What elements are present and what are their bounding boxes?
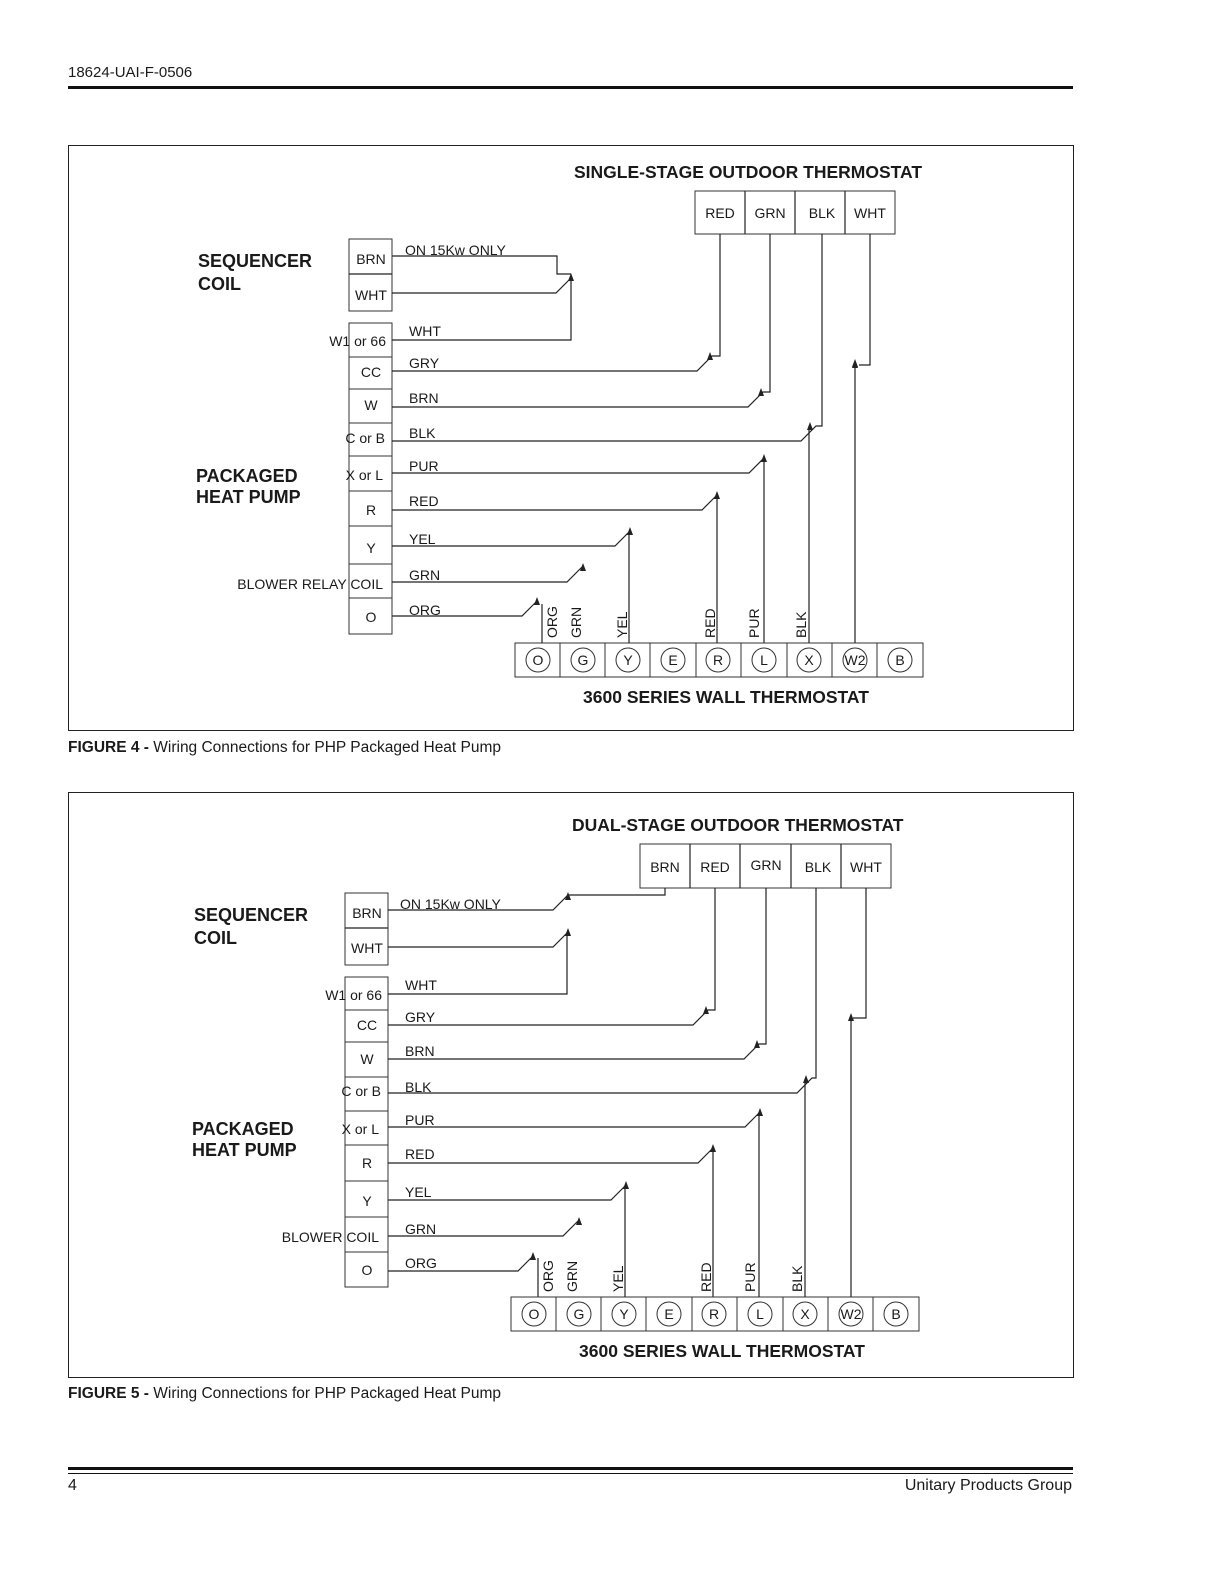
sequencer-label-line1: SEQUENCER <box>198 251 313 271</box>
outdoor-terminal-wht: WHT <box>850 859 882 875</box>
wall-terminal-w2: W2 <box>840 1306 862 1322</box>
hp-terminal-r: R <box>365 502 377 518</box>
wall-terminal-l: L <box>756 1306 764 1322</box>
outdoor-thermostat-title: DUAL-STAGE OUTDOOR THERMOSTAT <box>572 815 904 835</box>
wall-terminal-y: Y <box>623 652 633 668</box>
hp-terminal-c: C or B <box>341 1083 381 1099</box>
page-number: 4 <box>68 1477 77 1494</box>
wall-terminal-g: G <box>573 1306 585 1322</box>
hp-terminal-x: X or L <box>341 1121 379 1137</box>
sequencer-terminal-brn: BRN <box>356 251 386 267</box>
wall-terminal-o: O <box>528 1306 540 1322</box>
wall-wire-label-grn: GRN <box>564 1260 580 1292</box>
outdoor-terminal-brn: BRN <box>650 859 680 875</box>
outdoor-terminal-red: RED <box>705 205 735 221</box>
sequencer-terminal-brn: BRN <box>352 905 382 921</box>
wall-wire-label-yel: YEL <box>610 1265 626 1292</box>
wall-wire-label-red: RED <box>702 608 718 638</box>
hp-terminal-w1: W1 or 66 <box>325 987 382 1003</box>
hp-terminal-w1: W1 or 66 <box>329 333 386 349</box>
wall-terminal-x: X <box>804 652 814 668</box>
wiring-figure-4 <box>392 234 870 643</box>
hp-terminal-y: Y <box>366 540 376 556</box>
hp-terminal-o: O <box>365 609 377 625</box>
wire-label-gry: GRY <box>405 1009 436 1025</box>
wire-label-brn: BRN <box>405 1043 435 1059</box>
wall-terminal-e: E <box>668 652 678 668</box>
wall-wire-label-blk: BLK <box>793 611 809 638</box>
wire-label-blk: BLK <box>405 1079 432 1095</box>
wire-label-org: ORG <box>409 602 441 618</box>
figure-4-caption: FIGURE 4 - Wiring Connections for PHP Packaged Heat Pump <box>68 739 502 756</box>
wall-terminal-r: R <box>712 652 724 668</box>
on-15kw-note: ON 15Kw ONLY <box>405 242 506 258</box>
wall-wire-label-grn: GRN <box>568 606 584 638</box>
wall-terminal-r: R <box>708 1306 720 1322</box>
wall-terminal-l: L <box>760 652 768 668</box>
wall-thermostat-title: 3600 SERIES WALL THERMOSTAT <box>583 687 869 707</box>
wire-label-grn: GRN <box>409 567 441 583</box>
hp-terminal-w: W <box>360 1051 374 1067</box>
heat-pump-label-line2: HEAT PUMP <box>196 487 301 507</box>
wall-wire-label-pur: PUR <box>742 1262 758 1292</box>
hp-terminal-w: W <box>364 397 378 413</box>
figure-5-diagram <box>68 792 1074 1378</box>
wire-label-wht: WHT <box>409 323 441 339</box>
wall-wire-label-blk: BLK <box>789 1265 805 1292</box>
sequencer-terminal-wht: WHT <box>355 287 387 303</box>
outdoor-terminal-red: RED <box>700 859 730 875</box>
wall-thermostat-title: 3600 SERIES WALL THERMOSTAT <box>579 1341 865 1361</box>
sequencer-terminal-wht: WHT <box>351 940 383 956</box>
outdoor-terminal-wht: WHT <box>854 205 886 221</box>
wire-label-red: RED <box>405 1146 435 1162</box>
hp-terminal-blower: BLOWER COIL <box>281 1229 379 1245</box>
outdoor-thermostat-title: SINGLE-STAGE OUTDOOR THERMOSTAT <box>574 162 923 182</box>
wall-terminal-o: O <box>532 652 544 668</box>
footer-company: Unitary Products Group <box>904 1477 1072 1494</box>
wire-label-gry: GRY <box>409 355 440 371</box>
outdoor-terminal-grn: GRN <box>754 205 786 221</box>
wire-label-brn: BRN <box>409 390 439 406</box>
wall-terminal-y: Y <box>619 1306 629 1322</box>
wall-wire-label-red: RED <box>698 1262 714 1292</box>
hp-terminal-y: Y <box>362 1193 372 1209</box>
wall-terminal-x: X <box>800 1306 810 1322</box>
wire-label-org: ORG <box>405 1255 437 1271</box>
hp-terminal-cc: CC <box>360 364 382 380</box>
document-id: 18624-UAI-F-0506 <box>68 64 193 81</box>
on-15kw-note: ON 15Kw ONLY <box>400 896 501 912</box>
hp-terminal-o: O <box>361 1262 373 1278</box>
wiring-figure-5 <box>388 888 866 1297</box>
wall-wire-label-yel: YEL <box>614 611 630 638</box>
wall-terminal-b: B <box>895 652 905 668</box>
wire-label-red: RED <box>409 493 439 509</box>
wire-label-wht: WHT <box>405 977 437 993</box>
header-rule <box>68 86 1073 89</box>
footer-rule-thin <box>68 1473 1073 1474</box>
wall-terminal-w2: W2 <box>844 652 866 668</box>
hp-terminal-x: X or L <box>345 467 383 483</box>
sequencer-label-line2: COIL <box>198 274 241 294</box>
hp-terminal-r: R <box>361 1155 373 1171</box>
wire-label-blk: BLK <box>409 425 436 441</box>
wire-label-grn: GRN <box>405 1221 437 1237</box>
wire-label-yel: YEL <box>409 531 436 547</box>
hp-terminal-blower: BLOWER RELAY COIL <box>237 576 383 592</box>
wall-wire-label-pur: PUR <box>746 608 762 638</box>
wall-wire-label-org: ORG <box>540 1260 556 1292</box>
outdoor-terminal-blk: BLK <box>808 205 836 221</box>
heat-pump-label-line1: PACKAGED <box>196 466 298 486</box>
wall-wire-label-org: ORG <box>544 606 560 638</box>
wire-label-yel: YEL <box>405 1184 432 1200</box>
outdoor-terminal-grn: GRN <box>750 857 782 873</box>
sequencer-label-line1: SEQUENCER <box>194 905 309 925</box>
hp-terminal-cc: CC <box>356 1017 378 1033</box>
heat-pump-label-line2: HEAT PUMP <box>192 1140 297 1160</box>
wall-terminal-e: E <box>664 1306 674 1322</box>
footer-rule-thick <box>68 1467 1073 1470</box>
wall-terminal-g: G <box>577 652 589 668</box>
sequencer-label-line2: COIL <box>194 928 237 948</box>
heat-pump-label-line1: PACKAGED <box>192 1119 294 1139</box>
figure-4-diagram <box>68 145 1074 731</box>
outdoor-terminal-blk: BLK <box>804 859 832 875</box>
wire-label-pur: PUR <box>409 458 439 474</box>
wire-label-pur: PUR <box>405 1112 435 1128</box>
wall-terminal-b: B <box>891 1306 901 1322</box>
hp-terminal-c: C or B <box>345 430 385 446</box>
figure-5-caption: FIGURE 5 - Wiring Connections for PHP Packaged Heat Pump <box>68 1385 502 1402</box>
